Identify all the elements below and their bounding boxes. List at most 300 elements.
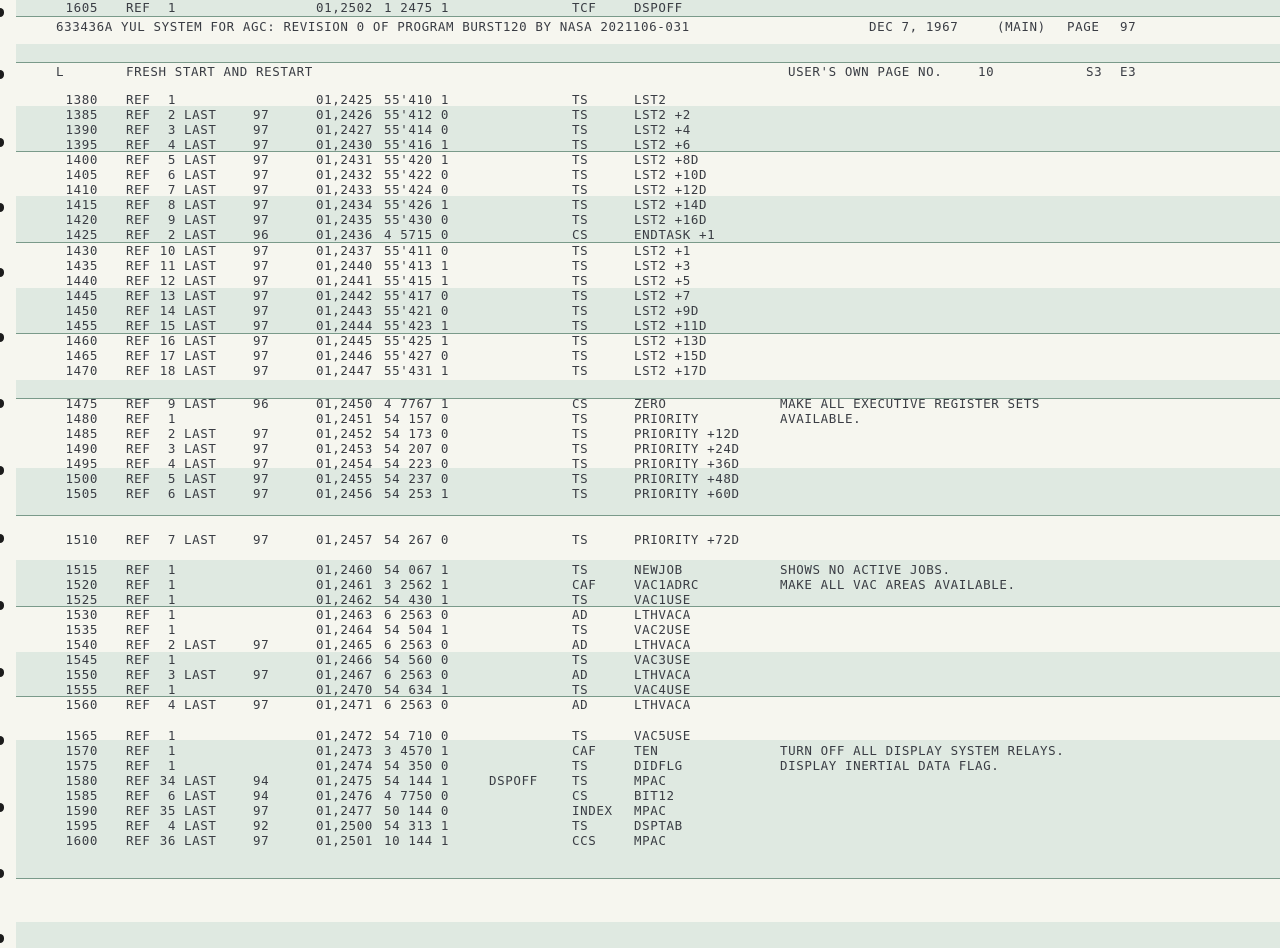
feed-hole — [0, 70, 4, 79]
operand: VAC4USE — [634, 682, 691, 698]
octal-word: 54 267 0 — [384, 532, 450, 547]
ref-count: 1 — [167, 758, 176, 773]
line-number: 1425 — [65, 227, 98, 243]
line-number: 1500 — [65, 471, 98, 487]
memory-address: 01,2457 — [316, 532, 373, 547]
last-page: 97 — [253, 347, 270, 363]
ref-count: 3 — [167, 667, 176, 683]
last-page: 97 — [253, 637, 270, 653]
line-number: 1525 — [65, 592, 98, 608]
opcode: AD — [572, 697, 589, 713]
line-number: 1565 — [65, 728, 98, 743]
last-keyword: LAST — [184, 317, 217, 333]
ref-keyword: REF — [126, 652, 151, 668]
ref-keyword: REF — [126, 287, 151, 303]
ref-keyword: REF — [126, 122, 151, 138]
line-number: 1515 — [65, 562, 98, 577]
last-keyword: LAST — [184, 227, 217, 243]
opcode: INDEX — [572, 803, 613, 819]
operand: PRIORITY +12D — [634, 426, 740, 441]
operand: PRIORITY +72D — [634, 532, 740, 547]
ref-keyword: REF — [126, 743, 151, 758]
operand: LTHVACA — [634, 697, 691, 713]
line-number: 1460 — [65, 332, 98, 348]
last-page: 97 — [253, 486, 270, 502]
operand: LST2 +10D — [634, 167, 708, 183]
tractor-feed-holes — [0, 0, 4, 948]
ref-keyword: REF — [126, 137, 151, 153]
ref-keyword: REF — [126, 471, 151, 487]
ref-count: 2 — [167, 637, 176, 653]
line-number: 1430 — [65, 242, 98, 258]
last-page: 92 — [253, 818, 270, 834]
line-number: 1455 — [65, 317, 98, 333]
ref-keyword: REF — [126, 362, 151, 378]
octal-word: 55'423 1 — [384, 317, 450, 333]
greenbar-rule — [16, 16, 1280, 17]
last-page: 97 — [253, 167, 270, 183]
ref-keyword: REF — [126, 788, 151, 804]
ref-count: 1 — [167, 652, 176, 668]
listing-type: L — [56, 64, 65, 79]
users-page-label: USER'S OWN PAGE NO. — [788, 64, 943, 79]
line-number: 1450 — [65, 302, 98, 318]
octal-word: 55'411 0 — [384, 242, 450, 258]
operand: PRIORITY +48D — [634, 471, 740, 487]
last-page: 96 — [253, 227, 270, 243]
memory-address: 01,2464 — [316, 622, 373, 638]
octal-word: 6 2563 0 — [384, 697, 450, 713]
ref-keyword: REF — [126, 697, 151, 713]
operand: LST2 +3 — [634, 257, 691, 273]
octal-word: 55'422 0 — [384, 167, 450, 183]
memory-address: 01,2451 — [316, 411, 373, 426]
ref-keyword: REF — [126, 197, 151, 213]
opcode: TS — [572, 532, 589, 547]
octal-word: 4 7750 0 — [384, 788, 450, 804]
line-number: 1535 — [65, 622, 98, 638]
line-number: 1605 — [65, 0, 98, 15]
octal-word: 6 2563 0 — [384, 607, 450, 623]
memory-address: 01,2461 — [316, 577, 373, 593]
last-keyword: LAST — [184, 456, 217, 472]
last-page: 97 — [253, 257, 270, 273]
greenbar-band — [16, 922, 1280, 948]
feed-hole — [0, 736, 4, 745]
feed-hole — [0, 399, 4, 408]
line-number: 1600 — [65, 833, 98, 849]
memory-address: 01,2453 — [316, 441, 373, 457]
ref-keyword: REF — [126, 212, 151, 228]
last-keyword: LAST — [184, 152, 217, 168]
operand: PRIORITY +36D — [634, 456, 740, 472]
ref-count: 4 — [167, 818, 176, 834]
line-number: 1580 — [65, 773, 98, 789]
page-label: PAGE — [1067, 19, 1100, 34]
ref-keyword: REF — [126, 758, 151, 773]
ref-count: 9 — [167, 396, 176, 411]
octal-word: 10 144 1 — [384, 833, 450, 849]
last-page: 97 — [253, 697, 270, 713]
line-number: 1440 — [65, 272, 98, 288]
last-page: 97 — [253, 107, 270, 123]
last-keyword: LAST — [184, 426, 217, 441]
memory-address: 01,2447 — [316, 362, 373, 378]
memory-address: 01,2440 — [316, 257, 373, 273]
operand: MPAC — [634, 773, 667, 789]
ref-count: 18 — [159, 362, 176, 378]
octal-word: 54 237 0 — [384, 471, 450, 487]
memory-address: 01,2441 — [316, 272, 373, 288]
feed-hole — [0, 869, 4, 878]
last-keyword: LAST — [184, 137, 217, 153]
ref-count: 16 — [159, 332, 176, 348]
ref-count: 2 — [167, 426, 176, 441]
octal-word: 54 560 0 — [384, 652, 450, 668]
ref-count: 15 — [159, 317, 176, 333]
line-number: 1445 — [65, 287, 98, 303]
ref-keyword: REF — [126, 833, 151, 849]
greenbar-rule — [16, 878, 1280, 879]
operand: VAC5USE — [634, 728, 691, 743]
octal-word: 6 2563 0 — [384, 637, 450, 653]
ref-count: 2 — [167, 227, 176, 243]
last-page: 97 — [253, 212, 270, 228]
last-keyword: LAST — [184, 396, 217, 411]
last-keyword: LAST — [184, 347, 217, 363]
ref-keyword: REF — [126, 227, 151, 243]
octal-word: 54 157 0 — [384, 411, 450, 426]
last-keyword: LAST — [184, 637, 217, 653]
last-keyword: LAST — [184, 441, 217, 457]
octal-word: 55'410 1 — [384, 92, 450, 107]
greenbar-rule — [16, 515, 1280, 516]
ref-keyword: REF — [126, 272, 151, 288]
memory-address: 01,2465 — [316, 637, 373, 653]
operand: PRIORITY +60D — [634, 486, 740, 502]
listing-title: 633436A YUL SYSTEM FOR AGC: REVISION 0 OF PROGRAM BURST120 BY NASA 2021106-031 — [56, 19, 690, 34]
last-keyword: LAST — [184, 107, 217, 123]
last-page: 97 — [253, 441, 270, 457]
octal-word: 54 144 1 — [384, 773, 450, 789]
memory-address: 01,2431 — [316, 152, 373, 168]
operand: LST2 +6 — [634, 137, 691, 153]
opcode: TS — [572, 426, 589, 441]
ref-keyword: REF — [126, 607, 151, 623]
ref-count: 1 — [167, 607, 176, 623]
octal-word: 54 313 1 — [384, 818, 450, 834]
octal-word: 54 207 0 — [384, 441, 450, 457]
ref-count: 3 — [167, 441, 176, 457]
ref-count: 8 — [167, 197, 176, 213]
last-keyword: LAST — [184, 773, 217, 789]
operand: LST2 +12D — [634, 182, 708, 198]
line-number: 1490 — [65, 441, 98, 457]
last-keyword: LAST — [184, 833, 217, 849]
octal-word: 55'417 0 — [384, 287, 450, 303]
operand: LST2 +13D — [634, 332, 708, 348]
operand: LST2 +1 — [634, 242, 691, 258]
ref-count: 14 — [159, 302, 176, 318]
opcode: TS — [572, 197, 589, 213]
octal-word: 55'426 1 — [384, 197, 450, 213]
last-page: 97 — [253, 362, 270, 378]
octal-word: 55'421 0 — [384, 302, 450, 318]
octal-word: 3 2562 1 — [384, 577, 450, 593]
operand: LTHVACA — [634, 667, 691, 683]
ref-count: 1 — [167, 577, 176, 593]
last-keyword: LAST — [184, 667, 217, 683]
last-page: 97 — [253, 803, 270, 819]
line-number: 1465 — [65, 347, 98, 363]
last-page: 94 — [253, 788, 270, 804]
ref-count: 1 — [167, 622, 176, 638]
ref-keyword: REF — [126, 92, 151, 107]
line-number: 1480 — [65, 411, 98, 426]
line-number: 1410 — [65, 182, 98, 198]
opcode: TS — [572, 242, 589, 258]
ref-count: 13 — [159, 287, 176, 303]
last-keyword: LAST — [184, 257, 217, 273]
operand: TEN — [634, 743, 659, 758]
last-page: 97 — [253, 456, 270, 472]
ref-keyword: REF — [126, 317, 151, 333]
last-page: 97 — [253, 272, 270, 288]
opcode: TS — [572, 257, 589, 273]
line-number: 1510 — [65, 532, 98, 547]
feed-hole — [0, 333, 4, 342]
ref-keyword: REF — [126, 803, 151, 819]
ref-keyword: REF — [126, 728, 151, 743]
feed-hole — [0, 8, 4, 17]
opcode: TS — [572, 302, 589, 318]
ref-keyword: REF — [126, 396, 151, 411]
line-number: 1520 — [65, 577, 98, 593]
memory-address: 01,2475 — [316, 773, 373, 789]
operand: ENDTASK +1 — [634, 227, 716, 243]
octal-word: 54 430 1 — [384, 592, 450, 608]
memory-address: 01,2455 — [316, 471, 373, 487]
opcode: TS — [572, 773, 589, 789]
opcode: CAF — [572, 577, 597, 593]
code-s3: S3 — [1086, 64, 1103, 79]
feed-hole — [0, 268, 4, 277]
memory-address: 01,2467 — [316, 667, 373, 683]
ref-keyword: REF — [126, 411, 151, 426]
memory-address: 01,2501 — [316, 833, 373, 849]
ref-count: 11 — [159, 257, 176, 273]
memory-address: 01,2460 — [316, 562, 373, 577]
last-keyword: LAST — [184, 332, 217, 348]
line-number: 1395 — [65, 137, 98, 153]
comment: MAKE ALL EXECUTIVE REGISTER SETS — [780, 396, 1041, 411]
octal-word: 3 4570 1 — [384, 743, 450, 758]
operand: MPAC — [634, 803, 667, 819]
octal-word: 1 2475 1 — [384, 0, 450, 15]
octal-word: 55'413 1 — [384, 257, 450, 273]
opcode: TS — [572, 652, 589, 668]
ref-count: 4 — [167, 456, 176, 472]
page-number: 97 — [1120, 19, 1137, 34]
line-number: 1575 — [65, 758, 98, 773]
comment: MAKE ALL VAC AREAS AVAILABLE. — [780, 577, 1016, 593]
opcode: TS — [572, 182, 589, 198]
opcode: TS — [572, 332, 589, 348]
line-number: 1530 — [65, 607, 98, 623]
last-page: 97 — [253, 332, 270, 348]
octal-word: 54 223 0 — [384, 456, 450, 472]
memory-address: 01,2436 — [316, 227, 373, 243]
last-page: 97 — [253, 122, 270, 138]
ref-count: 1 — [167, 592, 176, 608]
ref-count: 7 — [167, 532, 176, 547]
last-keyword: LAST — [184, 486, 217, 502]
opcode: TS — [572, 471, 589, 487]
ref-keyword: REF — [126, 426, 151, 441]
line-number: 1560 — [65, 697, 98, 713]
operand: ZERO — [634, 396, 667, 411]
last-page: 97 — [253, 667, 270, 683]
ref-keyword: REF — [126, 182, 151, 198]
last-keyword: LAST — [184, 212, 217, 228]
memory-address: 01,2473 — [316, 743, 373, 758]
last-keyword: LAST — [184, 362, 217, 378]
memory-address: 01,2442 — [316, 287, 373, 303]
ref-count: 6 — [167, 788, 176, 804]
ref-count: 1 — [167, 682, 176, 698]
line-number: 1540 — [65, 637, 98, 653]
octal-word: 55'412 0 — [384, 107, 450, 123]
comment: SHOWS NO ACTIVE JOBS. — [780, 562, 951, 577]
opcode: TS — [572, 317, 589, 333]
ref-keyword: REF — [126, 347, 151, 363]
last-page: 97 — [253, 833, 270, 849]
line-number: 1400 — [65, 152, 98, 168]
opcode: AD — [572, 637, 589, 653]
opcode: TS — [572, 562, 589, 577]
opcode: CCS — [572, 833, 597, 849]
feed-hole — [0, 934, 4, 943]
operand: DSPTAB — [634, 818, 683, 834]
octal-word: 4 7767 1 — [384, 396, 450, 411]
opcode: TS — [572, 456, 589, 472]
octal-word: 55'416 1 — [384, 137, 450, 153]
opcode: CAF — [572, 743, 597, 758]
line-number: 1435 — [65, 257, 98, 273]
opcode: AD — [572, 667, 589, 683]
last-keyword: LAST — [184, 182, 217, 198]
ref-count: 36 — [159, 833, 176, 849]
last-page: 97 — [253, 471, 270, 487]
listing-date: DEC 7, 1967 — [869, 19, 959, 34]
octal-word: 54 504 1 — [384, 622, 450, 638]
memory-address: 01,2450 — [316, 396, 373, 411]
line-number: 1470 — [65, 362, 98, 378]
memory-address: 01,2466 — [316, 652, 373, 668]
ref-keyword: REF — [126, 592, 151, 608]
memory-address: 01,2452 — [316, 426, 373, 441]
last-keyword: LAST — [184, 471, 217, 487]
last-page: 97 — [253, 242, 270, 258]
octal-word: 4 5715 0 — [384, 227, 450, 243]
ref-count: 1 — [167, 728, 176, 743]
ref-count: 5 — [167, 471, 176, 487]
ref-count: 3 — [167, 122, 176, 138]
opcode: CS — [572, 788, 589, 804]
last-keyword: LAST — [184, 818, 217, 834]
ref-keyword: REF — [126, 257, 151, 273]
ref-count: 6 — [167, 486, 176, 502]
memory-address: 01,2474 — [316, 758, 373, 773]
feed-hole — [0, 601, 4, 610]
last-page: 97 — [253, 302, 270, 318]
ref-count: 1 — [167, 411, 176, 426]
comment: DISPLAY INERTIAL DATA FLAG. — [780, 758, 1000, 773]
line-number: 1390 — [65, 122, 98, 138]
opcode: TS — [572, 818, 589, 834]
last-page: 96 — [253, 396, 270, 411]
ref-count: 10 — [159, 242, 176, 258]
code-e3: E3 — [1120, 64, 1137, 79]
line-number: 1550 — [65, 667, 98, 683]
octal-word: 54 634 1 — [384, 682, 450, 698]
memory-address: 01,2434 — [316, 197, 373, 213]
opcode: TS — [572, 486, 589, 502]
operand: PRIORITY +24D — [634, 441, 740, 457]
line-number: 1590 — [65, 803, 98, 819]
ref-count: 5 — [167, 152, 176, 168]
ref-keyword: REF — [126, 486, 151, 502]
users-page-number: 10 — [978, 64, 995, 79]
last-page: 94 — [253, 773, 270, 789]
memory-address: 01,2444 — [316, 317, 373, 333]
ref-keyword: REF — [126, 532, 151, 547]
greenbar-rule — [16, 62, 1280, 63]
operand: BIT12 — [634, 788, 675, 804]
comment: TURN OFF ALL DISPLAY SYSTEM RELAYS. — [780, 743, 1065, 758]
ref-count: 17 — [159, 347, 176, 363]
octal-word: 55'430 0 — [384, 212, 450, 228]
line-number: 1545 — [65, 652, 98, 668]
ref-keyword: REF — [126, 773, 151, 789]
opcode: AD — [572, 607, 589, 623]
octal-word: 55'425 1 — [384, 332, 450, 348]
operand: VAC1USE — [634, 592, 691, 608]
operand: LST2 +4 — [634, 122, 691, 138]
memory-address: 01,2435 — [316, 212, 373, 228]
opcode: TS — [572, 411, 589, 426]
ref-count: 4 — [167, 697, 176, 713]
ref-keyword: REF — [126, 456, 151, 472]
listing-section: (MAIN) — [997, 19, 1046, 34]
ref-keyword: REF — [126, 562, 151, 577]
operand: LST2 +2 — [634, 107, 691, 123]
last-keyword: LAST — [184, 697, 217, 713]
octal-word: 54 173 0 — [384, 426, 450, 441]
octal-word: 55'414 0 — [384, 122, 450, 138]
last-keyword: LAST — [184, 803, 217, 819]
opcode: TS — [572, 137, 589, 153]
last-page: 97 — [253, 317, 270, 333]
feed-hole — [0, 668, 4, 677]
ref-keyword: REF — [126, 682, 151, 698]
operand: LTHVACA — [634, 637, 691, 653]
ref-keyword: REF — [126, 818, 151, 834]
opcode: TCF — [572, 0, 597, 15]
ref-keyword: REF — [126, 667, 151, 683]
last-keyword: LAST — [184, 242, 217, 258]
last-keyword: LAST — [184, 532, 217, 547]
